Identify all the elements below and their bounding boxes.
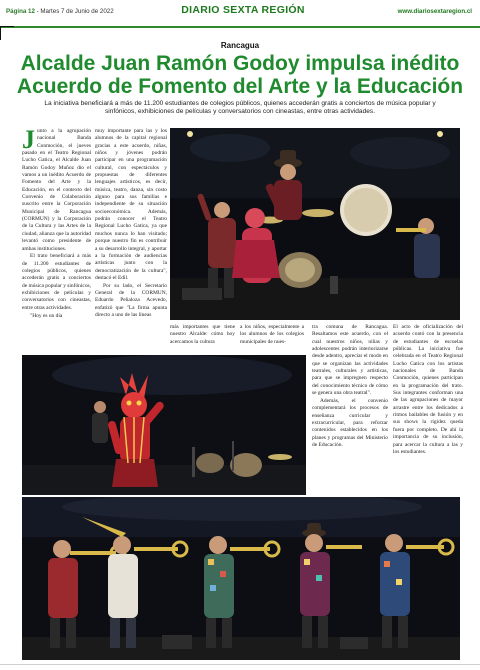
page-footer-rule bbox=[0, 664, 480, 665]
crop-mark bbox=[0, 26, 14, 40]
subheadline: La iniciativa beneficiará a más de 11.200 estudiantes de colegios públicos, quienes accederán gratis a conciertos de música popular y sinfónicos, exhibiciones de películas y conversatorios con cineastas, entre otras actividades. bbox=[44, 100, 436, 116]
article-column-5 bbox=[312, 324, 388, 494]
concert-photo-brass bbox=[22, 497, 460, 660]
article-column-2 bbox=[95, 128, 167, 350]
page-info bbox=[6, 8, 114, 15]
brass-section-image bbox=[22, 497, 460, 660]
article-column-6 bbox=[393, 324, 463, 494]
paragraph: muy importante para las y los alumnos de la capital regional gracias a este acuerdo, niñas, niños y jóvenes podrán participar en una programación cultural, con espectáculos y propuestas de diferentes lenguajes artísticos, es decir, música, teatro, danza, sin costo alguno para sus familias e independiente de su situación socioeconómica. Además, podrán conocer el Teatro Regional Lucho Gatica, ya que muchos nunca lo han visitado; porque nuestro fin es contribuir a su desarrollo integral, y aportar a la formación de audiencias artísticas junto con la democratización de la cultura", destacó el Edil. bbox=[95, 128, 167, 281]
headline: Alcalde Juan Ramón Godoy impulsa inédito Acuerdo de Fomento del Arte y la Educación bbox=[16, 52, 464, 98]
paragraph: El acto de oficialización del acuerdo contó con la presencia de estudiantes de escuelas públicas. La iniciativa fue celebrada en el Teatro Regional Lucho Gatica con los artistas nacionales de Banda Conmoción, quienes participan en la programación del trato. Sus integrantes conforman una de las agrupaciones de mayor arrastre entre los dedicados a ritmos bailables de fusión y en sus shows la rigidez queda fuera por completo. De ahí la importancia de su inclusión, para acercar la cultura a las y los estudiantes. bbox=[393, 324, 463, 455]
article-column-1 bbox=[22, 125, 92, 350]
paragraph: "Hoy es un día bbox=[30, 312, 63, 319]
band-stage-image bbox=[170, 128, 460, 320]
location-kicker: Rancagua bbox=[220, 41, 260, 50]
paragraph: Por su lado, el Secretario General de la CORMUN, Eduardo Peñaloza Acevedo, enfatizó que "La firma apunta directo a uno de las líneas bbox=[95, 282, 167, 319]
concert-photo-band bbox=[170, 128, 460, 320]
paragraph: El trato beneficiará a más de 11.200 estudiantes de colegios públicos, quienes accederán gratis a conciertos de música popular y sinfónicos, exhibiciones de películas y conversatorios con cineastas, entre otras actividades. bbox=[22, 253, 92, 311]
header-rule bbox=[0, 26, 480, 28]
page-number: Página 12 bbox=[6, 8, 35, 15]
issue-date: - Martes 7 de Junio de 2022 bbox=[34, 8, 114, 15]
page-header bbox=[0, 0, 480, 26]
paragraph: Junto a la agrupación nacional Banda Conmoción, el jueves pasado en el Teatro Regional Lucho Gatica, el Alcalde Juan Ramón Godoy Muñoz dio el vamos a un inédito Acuerdo de Fomento del Arte y la Educación, en el contexto del Convenio de Colaboración suscrito entre la Corporación Municipal de Rancagua (CORMUN) y la Corporación de la Cultura y las Artes de la ciudad, alianza que la autoridad levantó como presidente de ambas instituciones. bbox=[22, 125, 91, 252]
paragraph: a los niños, especialmente a los alumnos de los colegios municipales de nues- bbox=[240, 324, 304, 345]
newspaper-name: DIARIO SEXTA REGIÓN bbox=[181, 4, 305, 16]
paragraph: más importantes que tiene nuestro Alcalde: cómo hoy acercamos la cultura bbox=[170, 324, 235, 345]
paragraph: tra comuna de Rancagua. Resaltamos este acuerdo, con el cual nuestros niños, niñas y adolescentes podrán interiorizarse desde adentro, apreciar el modo en que se organizan las actividades teatrales, culturales y artísticas, para que se impregnen respecto del conocimiento técnico de cómo se genera una obra teatral". bbox=[312, 324, 388, 397]
article-column-4 bbox=[240, 324, 304, 350]
concert-photo-mask bbox=[22, 355, 306, 495]
website-link[interactable]: www.diariosextaregion.cl bbox=[397, 8, 472, 15]
article-column-3 bbox=[170, 324, 235, 350]
masked-dancer-image bbox=[22, 355, 306, 495]
drop-cap: J bbox=[22, 125, 35, 154]
paragraph: Además, el convenio complementará los procesos de enseñanza curricular y extracurricular, para reforzar contenidos establecidos en los planes y programas del Ministerio de Educación. bbox=[312, 397, 388, 448]
